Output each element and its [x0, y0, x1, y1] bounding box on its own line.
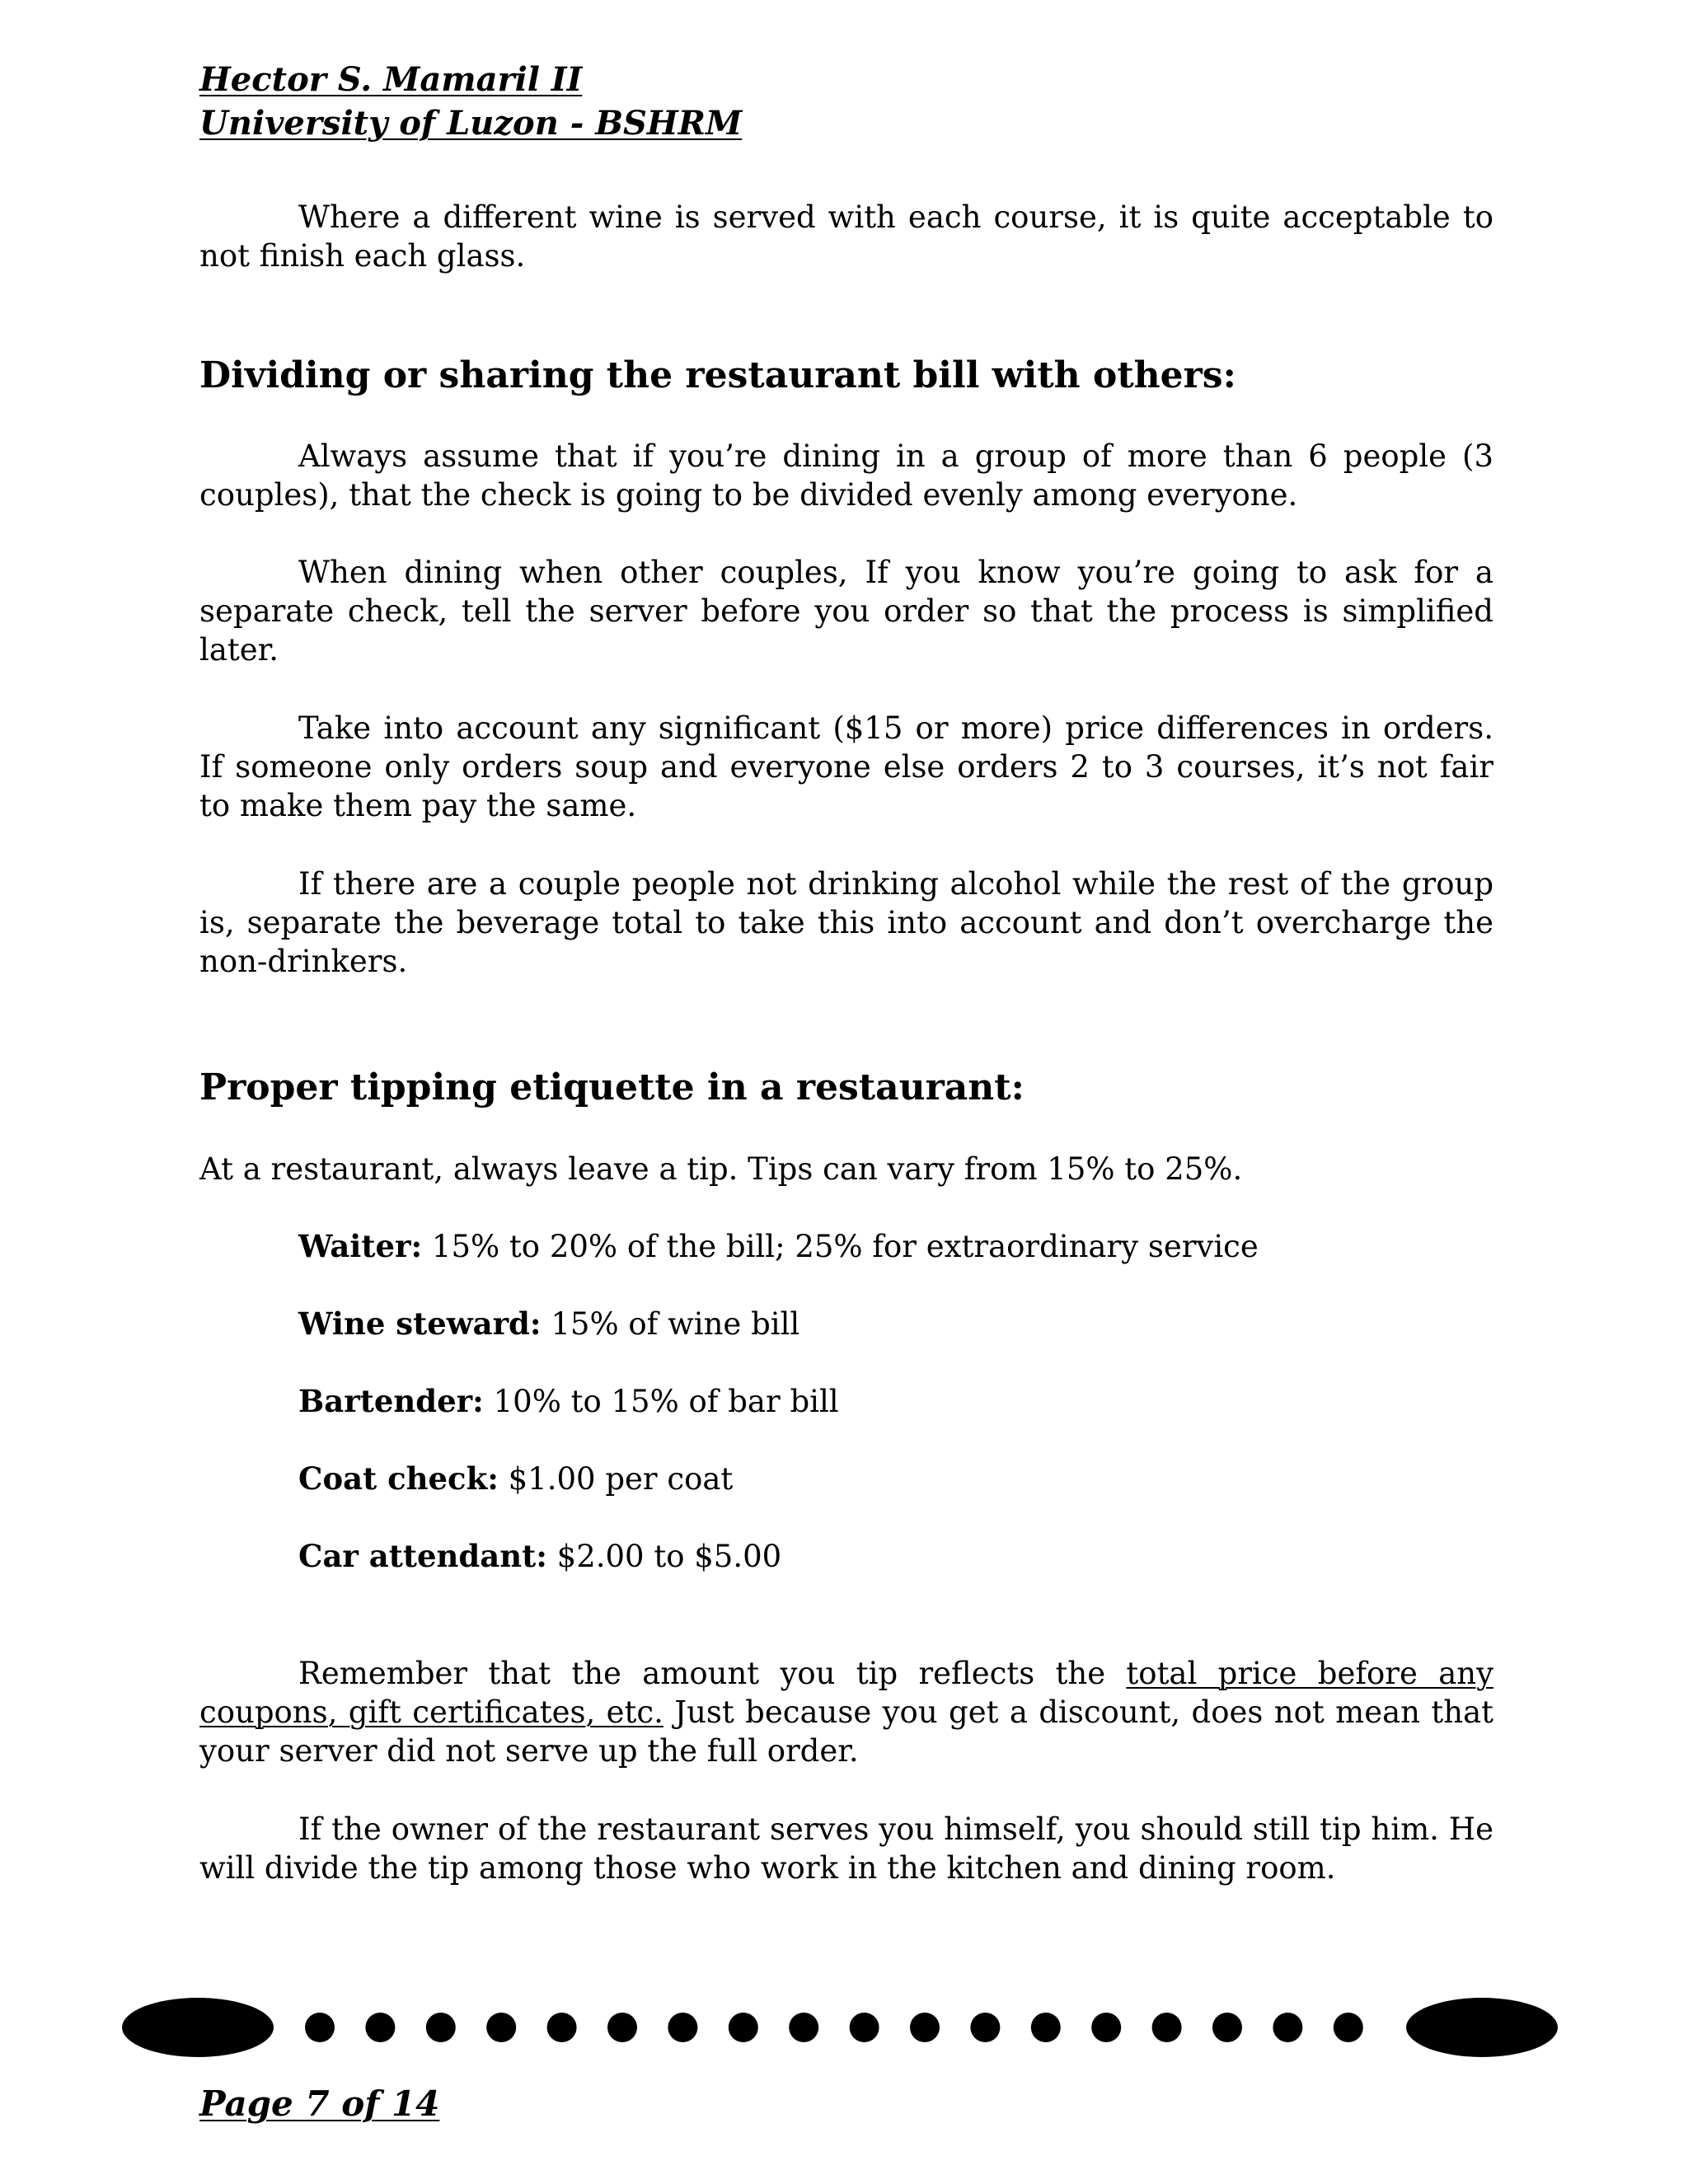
tip-role: Wine steward: [298, 1305, 542, 1342]
border-dot [1091, 2013, 1121, 2042]
tip-amount: 10% to 15% of bar bill [493, 1384, 839, 1419]
border-dot [305, 2013, 335, 2042]
paragraph-group-assumption: Always assume that if you’re dining in a group of more than 6 people (3 couples), that the check is going to be divided evenly among everyone. [199, 438, 1493, 513]
author-name: Hector S. Mamaril II [199, 60, 583, 99]
tip-amount: $2.00 to $5.00 [556, 1539, 782, 1574]
border-dot [1031, 2013, 1061, 2042]
intro-paragraph: Where a different wine is served with each course, it is quite acceptable to not finish each glass. [199, 199, 1493, 274]
page-number: Page 7 of 14 [199, 2083, 440, 2124]
tip-role: Bartender: [298, 1383, 484, 1419]
tip-role: Car attendant: [298, 1538, 547, 1574]
remember-underlined-text: total price before any coupons, gift certificates, etc. [199, 1656, 1493, 1730]
border-dot [547, 2013, 577, 2042]
tip-role: Coat check: [298, 1460, 499, 1497]
border-dot [970, 2013, 1000, 2042]
border-dot [365, 2013, 395, 2042]
tip-item-waiter [298, 1227, 1259, 1266]
border-dot [1273, 2013, 1302, 2042]
left-oval-ornament [122, 1998, 274, 2057]
border-dot [668, 2013, 697, 2042]
tip-role: Waiter: [298, 1228, 423, 1264]
document-header [199, 58, 742, 145]
paragraph-tip-total-price [199, 1654, 1493, 1770]
tip-item-coat-check [298, 1460, 733, 1498]
dot-row [305, 2013, 1363, 2042]
remember-text-before: Remember that the amount you tip reflects the [298, 1656, 1106, 1691]
remember-text-after: Just because you get a discount, does not mean that your server did not serve up the full order. [199, 1694, 1494, 1769]
paragraph-non-drinkers: If there are a couple people not drinking alcohol while the rest of the group is, separate the beverage total to take this into account and don’t overcharge the non-drinkers. [199, 866, 1493, 979]
section-heading-dividing-bill: Dividing or sharing the restaurant bill with others: [199, 354, 1236, 396]
border-dot [1212, 2013, 1242, 2042]
border-dot [1334, 2013, 1363, 2042]
border-dot [1152, 2013, 1182, 2042]
border-dot [426, 2013, 456, 2042]
paragraph-separate-check: When dining when other couples, If you know you’re going to ask for a separate check, tell the server before you order so that the process is simplified later. [199, 555, 1493, 668]
border-dot [486, 2013, 516, 2042]
section-heading-tipping: Proper tipping etiquette in a restaurant: [199, 1066, 1025, 1108]
tip-amount: 15% to 20% of the bill; 25% for extraordinary service [431, 1229, 1259, 1264]
border-dot [910, 2013, 940, 2042]
tipping-lead-paragraph: At a restaurant, always leave a tip. Tips can vary from 15% to 25%. [199, 1151, 1243, 1187]
tip-amount: $1.00 per coat [508, 1461, 734, 1497]
border-dot [607, 2013, 637, 2042]
right-oval-ornament [1406, 1998, 1558, 2057]
tip-item-wine-steward [298, 1305, 799, 1343]
tip-item-car-attendant [298, 1537, 781, 1576]
paragraph-owner-tip: If the owner of the restaurant serves you himself, you should still tip him. He will divide the tip among those who work in the kitchen and dining room. [199, 1811, 1493, 1886]
border-dot [789, 2013, 818, 2042]
institution-name: University of Luzon - BSHRM [199, 104, 743, 143]
decorative-dot-border [122, 1996, 1558, 2059]
tip-amount: 15% of wine bill [551, 1306, 800, 1342]
border-dot [850, 2013, 879, 2042]
tip-item-bartender [298, 1382, 839, 1421]
border-dot [729, 2013, 758, 2042]
paragraph-price-differences: Take into account any significant ($15 or more) price differences in orders. If someone only orders soup and everyone else orders 2 to 3 courses, it’s not fair to make them pay the same. [199, 710, 1493, 823]
